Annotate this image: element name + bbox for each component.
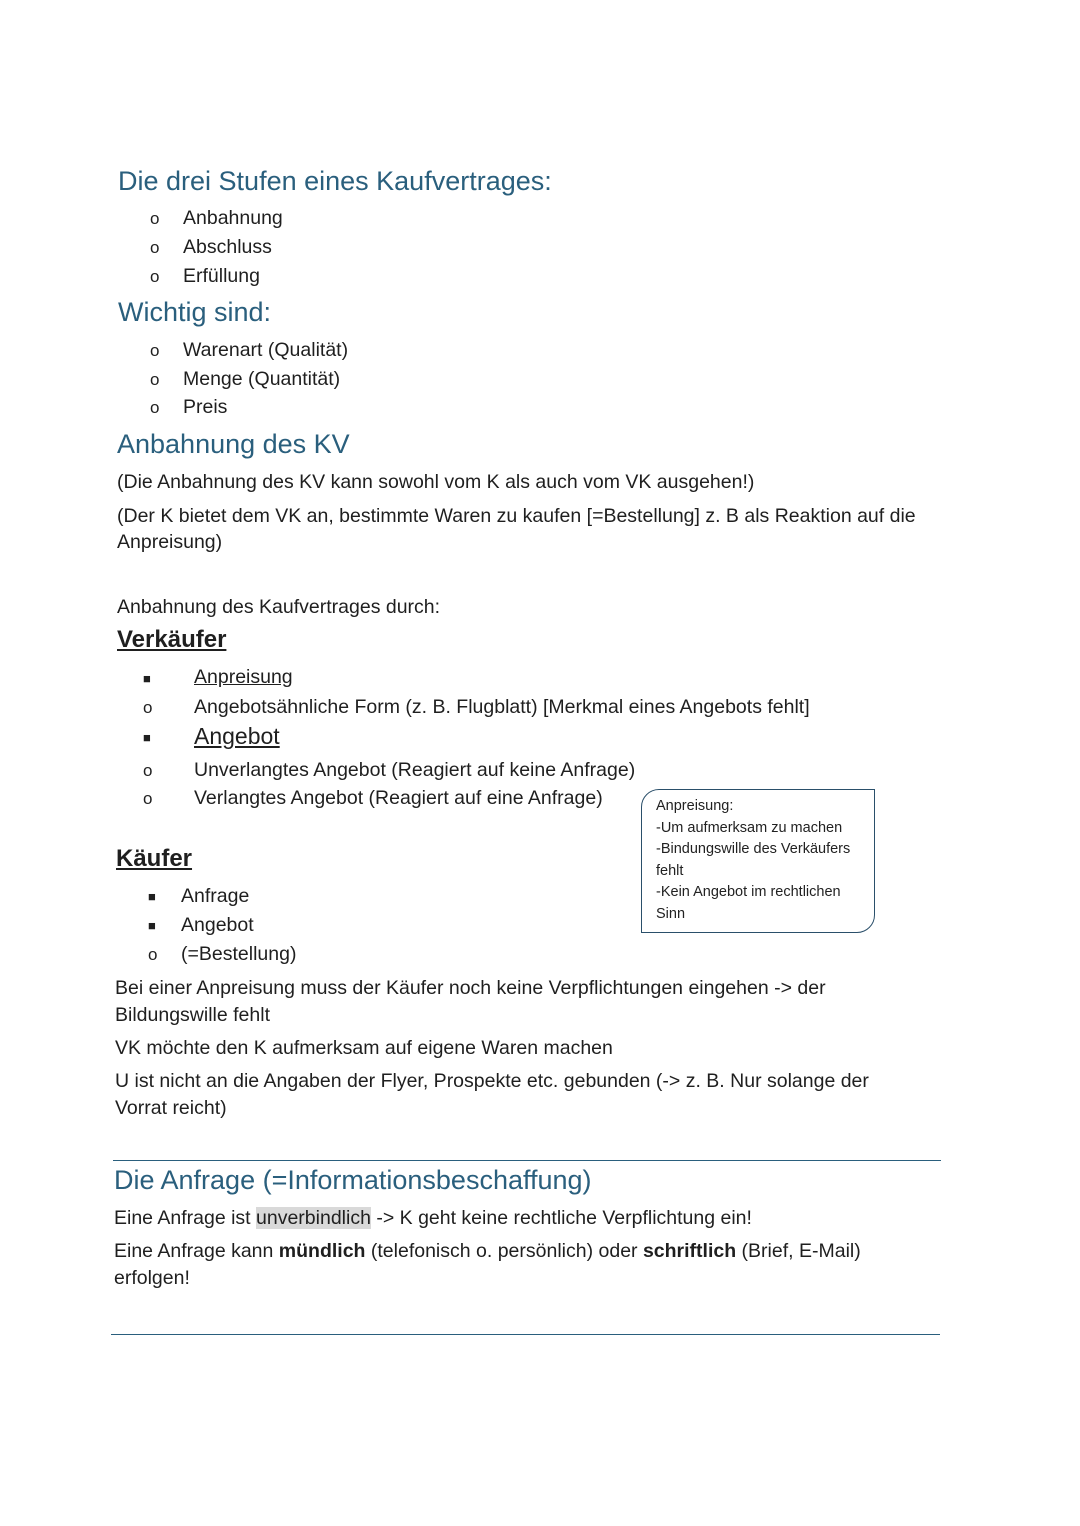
paragraph-anfrage-2 bbox=[114, 1238, 861, 1265]
paragraph-anfrage-1 bbox=[114, 1205, 752, 1232]
divider-line bbox=[111, 1334, 940, 1335]
paragraph: erfolgen! bbox=[114, 1267, 190, 1289]
list-item: Anpreisung bbox=[194, 666, 293, 688]
paragraph: Vorrat reicht) bbox=[115, 1097, 227, 1119]
bullet-circle-icon: o bbox=[143, 789, 153, 808]
list-item: Angebot bbox=[181, 914, 254, 936]
bullet-circle-icon: o bbox=[148, 945, 158, 964]
callout-line: Sinn bbox=[656, 905, 686, 922]
text: (Brief, E-Mail) bbox=[736, 1240, 861, 1262]
bullet-square-icon: ■ bbox=[143, 730, 151, 745]
list-item: Angebotsähnliche Form (z. B. Flugblatt) [Merkmal eines Angebots fehlt] bbox=[194, 696, 810, 718]
text: Eine Anfrage kann bbox=[114, 1240, 279, 1262]
list-item: Anbahnung bbox=[183, 207, 283, 229]
list-item: (=Bestellung) bbox=[181, 943, 297, 965]
highlighted-text: unverbindlich bbox=[256, 1207, 371, 1229]
paragraph: VK möchte den K aufmerksam auf eigene Waren machen bbox=[115, 1037, 613, 1059]
section-title-anbahnung: Anbahnung des KV bbox=[117, 429, 350, 459]
bold-text: schriftlich bbox=[642, 1240, 737, 1262]
bullet-circle-icon: o bbox=[150, 341, 160, 360]
section-title-wichtig: Wichtig sind: bbox=[118, 297, 272, 327]
bullet-circle-icon: o bbox=[143, 698, 153, 717]
paragraph: Anpreisung) bbox=[117, 531, 223, 553]
callout-line: Anpreisung: bbox=[656, 798, 734, 814]
section-title-stufen: Die drei Stufen eines Kaufvertrages: bbox=[118, 166, 552, 196]
bullet-square-icon: ■ bbox=[148, 889, 156, 904]
paragraph: Anbahnung des Kaufvertrages durch: bbox=[117, 596, 441, 618]
paragraph: (Der K bietet dem VK an, bestimmte Waren zu kaufen [=Bestellung] z. B als Reaktion auf die bbox=[117, 505, 916, 527]
heading-kaeufer: Käufer bbox=[116, 845, 193, 872]
divider-line bbox=[113, 1160, 941, 1161]
bullet-circle-icon: o bbox=[150, 398, 160, 417]
section-title-anfrage: Die Anfrage (=Informationsbeschaffung) bbox=[114, 1165, 592, 1195]
callout-line: -Um aufmerksam zu machen bbox=[656, 819, 843, 836]
paragraph: (Die Anbahnung des KV kann sowohl vom K als auch vom VK ausgehen!) bbox=[117, 471, 755, 493]
list-item: Erfüllung bbox=[183, 265, 260, 287]
list-item: Unverlangtes Angebot (Reagiert auf keine Anfrage) bbox=[194, 759, 636, 781]
callout-line: -Bindungswille des Verkäufers bbox=[656, 841, 851, 857]
paragraph: U ist nicht an die Angaben der Flyer, Prospekte etc. gebunden (-> z. B. Nur solange der bbox=[115, 1070, 869, 1092]
callout-line: fehlt bbox=[656, 862, 684, 879]
text: Eine Anfrage ist bbox=[114, 1207, 257, 1229]
text: -> K geht keine rechtliche Verpflichtung ein! bbox=[370, 1207, 752, 1229]
heading-verkaeufer: Verkäufer bbox=[117, 626, 227, 653]
paragraph: Bildungswille fehlt bbox=[115, 1004, 271, 1026]
bullet-square-icon: ■ bbox=[148, 918, 156, 933]
callout-box-anpreisung bbox=[641, 789, 875, 933]
bullet-square-icon: ■ bbox=[143, 671, 151, 686]
list-item: Menge (Quantität) bbox=[183, 368, 341, 390]
list-item: Preis bbox=[183, 396, 228, 418]
text: (telefonisch o. persönlich) oder bbox=[365, 1240, 643, 1262]
callout-line: -Kein Angebot im rechtlichen bbox=[656, 884, 841, 900]
list-item: Verlangtes Angebot (Reagiert auf eine Anfrage) bbox=[194, 787, 603, 809]
list-item: Warenart (Qualität) bbox=[183, 339, 349, 361]
list-item: Abschluss bbox=[183, 236, 272, 258]
bullet-circle-icon: o bbox=[150, 238, 160, 257]
list-item: Angebot bbox=[194, 723, 280, 749]
bullet-circle-icon: o bbox=[143, 761, 153, 780]
bullet-circle-icon: o bbox=[150, 267, 160, 286]
bullet-circle-icon: o bbox=[150, 370, 160, 389]
bold-text: mündlich bbox=[278, 1240, 366, 1262]
list-item: Anfrage bbox=[181, 885, 250, 907]
paragraph: Bei einer Anpreisung muss der Käufer noch keine Verpflichtungen eingehen -> der bbox=[115, 977, 826, 999]
bullet-circle-icon: o bbox=[150, 209, 160, 228]
